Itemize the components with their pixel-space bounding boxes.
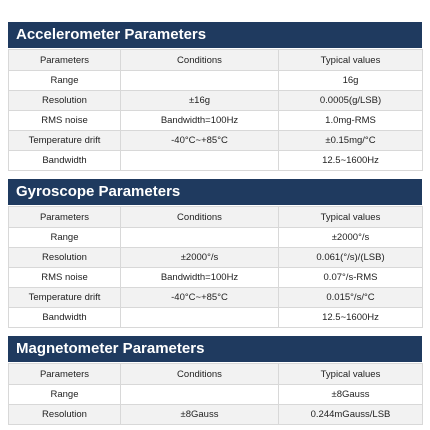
table-header-row: [9, 364, 423, 385]
parameter-cell: Temperature drift: [9, 131, 121, 151]
value-cell: 0.244mGauss/LSB: [279, 405, 423, 425]
value-cell: ±2000°/s: [279, 228, 423, 248]
table-row: [9, 268, 423, 288]
condition-cell: Bandwidth=100Hz: [121, 111, 279, 131]
section-title: Magnetometer Parameters: [8, 336, 422, 362]
column-header-parameters: Parameters: [9, 207, 121, 228]
parameter-cell: Range: [9, 228, 121, 248]
accelerometer-section: [8, 22, 422, 171]
value-cell: 12.5~1600Hz: [279, 151, 423, 171]
section-title: Accelerometer Parameters: [8, 22, 422, 48]
table-header-row: [9, 207, 423, 228]
column-header-typical-values: Typical values: [279, 207, 423, 228]
value-cell: 0.07°/s-RMS: [279, 268, 423, 288]
value-cell: 1.0mg-RMS: [279, 111, 423, 131]
table-row: [9, 248, 423, 268]
condition-cell: ±2000°/s: [121, 248, 279, 268]
table-row: [9, 228, 423, 248]
parameter-cell: Range: [9, 71, 121, 91]
column-header-typical-values: Typical values: [279, 364, 423, 385]
value-cell: 16g: [279, 71, 423, 91]
parameter-cell: Resolution: [9, 248, 121, 268]
table-row: [9, 385, 423, 405]
value-cell: 12.5~1600Hz: [279, 308, 423, 328]
condition-cell: [121, 385, 279, 405]
accelerometer-table: [8, 49, 423, 171]
column-header-conditions: Conditions: [121, 364, 279, 385]
magnetometer-table: [8, 363, 423, 425]
parameter-cell: Range: [9, 385, 121, 405]
parameter-cell: RMS noise: [9, 268, 121, 288]
parameter-cell: Resolution: [9, 91, 121, 111]
condition-cell: [121, 228, 279, 248]
table-row: [9, 308, 423, 328]
table-row: [9, 151, 423, 171]
parameter-cell: Bandwidth: [9, 308, 121, 328]
condition-cell: Bandwidth=100Hz: [121, 268, 279, 288]
parameter-cell: RMS noise: [9, 111, 121, 131]
value-cell: 0.015°/s/°C: [279, 288, 423, 308]
condition-cell: ±8Gauss: [121, 405, 279, 425]
column-header-conditions: Conditions: [121, 207, 279, 228]
table-row: [9, 111, 423, 131]
table-row: [9, 131, 423, 151]
value-cell: ±0.15mg/°C: [279, 131, 423, 151]
parameter-cell: Resolution: [9, 405, 121, 425]
value-cell: 0.061(°/s)/(LSB): [279, 248, 423, 268]
table-row: [9, 71, 423, 91]
condition-cell: -40°C~+85°C: [121, 131, 279, 151]
column-header-conditions: Conditions: [121, 50, 279, 71]
parameter-cell: Temperature drift: [9, 288, 121, 308]
condition-cell: [121, 151, 279, 171]
column-header-parameters: Parameters: [9, 50, 121, 71]
table-row: [9, 405, 423, 425]
parameter-cell: Bandwidth: [9, 151, 121, 171]
condition-cell: ±16g: [121, 91, 279, 111]
value-cell: ±8Gauss: [279, 385, 423, 405]
column-header-typical-values: Typical values: [279, 50, 423, 71]
magnetometer-section: [8, 336, 422, 425]
table-row: [9, 91, 423, 111]
gyroscope-section: [8, 179, 422, 328]
table-row: [9, 288, 423, 308]
column-header-parameters: Parameters: [9, 364, 121, 385]
gyroscope-table: [8, 206, 423, 328]
condition-cell: -40°C~+85°C: [121, 288, 279, 308]
condition-cell: [121, 308, 279, 328]
section-title: Gyroscope Parameters: [8, 179, 422, 205]
condition-cell: [121, 71, 279, 91]
table-header-row: [9, 50, 423, 71]
value-cell: 0.0005(g/LSB): [279, 91, 423, 111]
